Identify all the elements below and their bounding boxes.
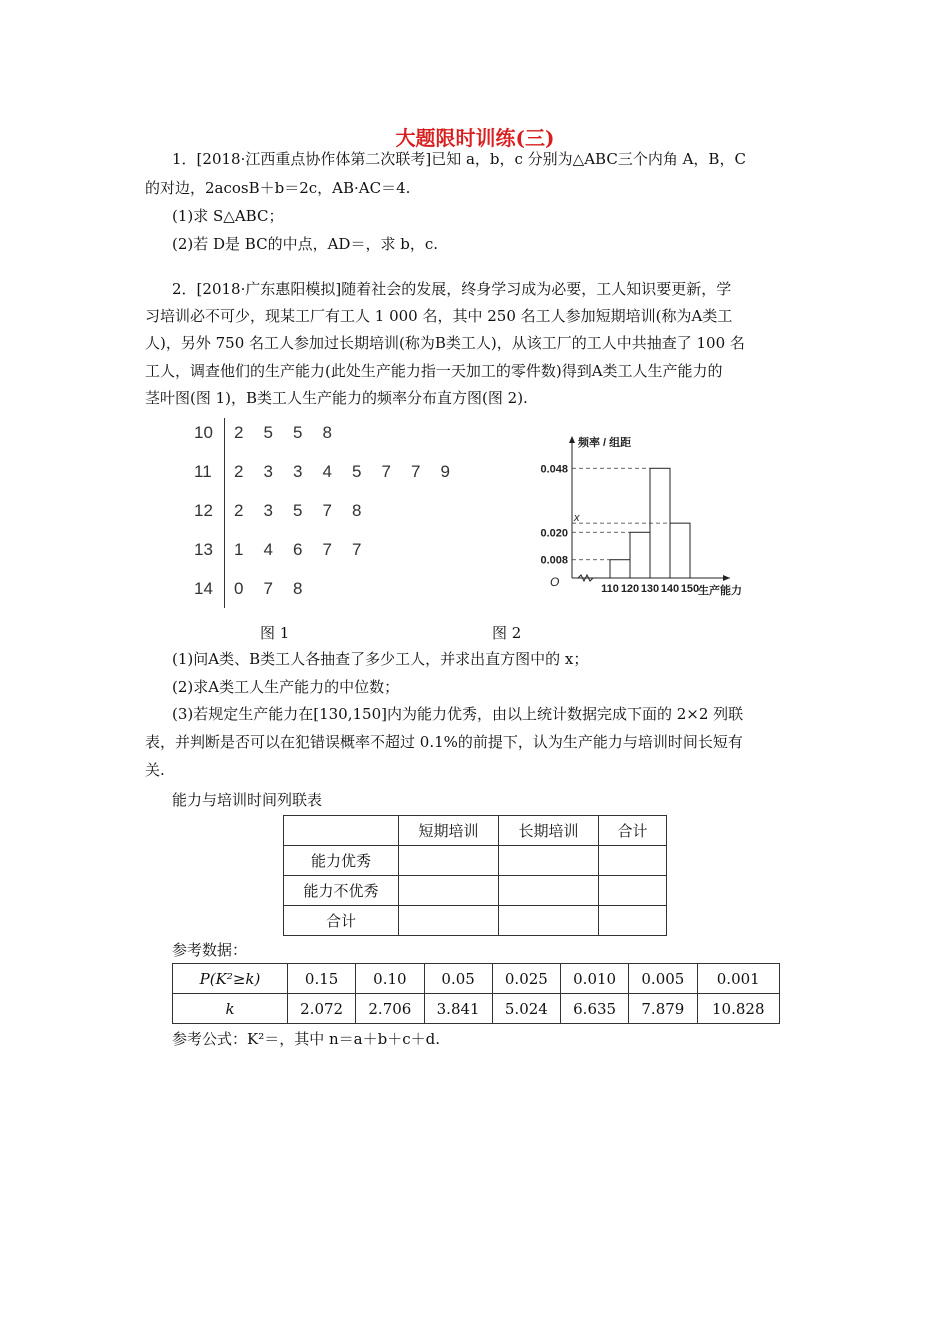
stem-value: 12 [194,501,213,520]
ref-probability-cell: 0.001 [697,964,780,994]
table-cell [599,906,667,936]
row-not-excellent: 能力不优秀 [284,876,399,906]
ref-k-cell: 3.841 [424,994,492,1024]
leaf-value: 5 [263,423,273,442]
leaf-value: 9 [440,462,450,481]
leaf-value: 7 [322,501,332,520]
q1-sub2: (2)若 D是 BC的中点，AD＝，求 b，c. [172,235,438,253]
histogram-bar [670,523,690,578]
ref-probability-cell: 0.025 [492,964,560,994]
leaf-value: 5 [293,423,303,442]
x-tick-label: 110 [601,583,619,595]
q2-line2: 习培训必不可少，现某工厂有工人 1 000 名，其中 250 名工人参加短期培训(称为A类工 [145,307,733,325]
ref-probability-cell: 0.10 [356,964,424,994]
contingency-table [283,815,667,936]
figure1-label: 图 1 [260,624,290,642]
x-tick-label: 120 [620,583,640,595]
histogram-bar [610,560,630,578]
table-cell [499,876,599,906]
leaf-value: 7 [411,462,421,481]
leaf-value: 3 [293,462,303,481]
leaf-value: 2 [234,462,244,481]
leaf-value: 4 [322,462,332,481]
y-tick-label: 0.020 [540,527,568,540]
ref-k-cell: 2.072 [288,994,356,1024]
header-short-training: 短期培训 [399,816,499,846]
y-axis-title: 频率 / 组距 [578,437,632,449]
leaf-value: 0 [234,579,244,598]
x-axis-title: 生产能力 [698,585,742,597]
table-cell [499,906,599,936]
leaf-value: 3 [263,501,273,520]
histogram-bar [630,532,650,578]
stem-value: 10 [194,423,213,442]
ref-k-cell: 10.828 [697,994,780,1024]
reference-table [172,963,780,1024]
q2-sub3-line1: (3)若规定生产能力在[130,150]内为能力优秀，由以上统计数据完成下面的 2×2 列联 [172,705,744,723]
ref-probability-cell: 0.15 [288,964,356,994]
leaf-value: 8 [322,423,332,442]
stem-divider [224,418,225,608]
q1-sub1: (1)求 S△ABC； [172,207,284,225]
leaf-value: 8 [293,579,303,598]
leaf-value: 3 [263,462,273,481]
leaf-value: 7 [263,579,273,598]
ref-probability-cell: 0.05 [424,964,492,994]
leaf-value: 4 [263,540,273,559]
y-tick-label: x [574,512,580,525]
ref-k-cell: 7.879 [629,994,697,1024]
ref-probability-cell: 0.010 [561,964,629,994]
leaf-value: 2 [234,423,244,442]
q2-sub1: (1)问A类、B类工人各抽查了多少工人，并求出直方图中的 x； [172,650,589,668]
q2-line5: 茎叶图(图 1)，B类工人生产能力的频率分布直方图(图 2). [145,389,528,407]
q2-sub2: (2)求A类工人生产能力的中位数； [172,678,400,696]
ref-probability-cell: 0.005 [629,964,697,994]
q1-line1: 1．[2018·江西重点协作体第二次联考]已知 a，b，c 分别为△ABC三个内角 A，B，C [172,150,746,168]
q2-sub3-line2: 表，并判断是否可以在犯错误概率不超过 0.1%的前提下，认为生产能力与培训时间长短有 [145,733,743,751]
leaf-value: 8 [352,501,362,520]
leaf-value: 5 [352,462,362,481]
x-tick-label: 130 [640,583,660,595]
table-cell [399,876,499,906]
table-cell [599,876,667,906]
ref-k-cell: 2.706 [356,994,424,1024]
table-cell [599,846,667,876]
x-tick-label: 140 [660,583,680,595]
q1-line2: 的对边，2acosB＋b＝2c，AB·AC＝4. [145,179,411,197]
x-axis-arrow [723,575,730,581]
y-tick-label: 0.048 [540,463,568,476]
histogram-chart [520,430,780,610]
ref-row2-head: k [173,994,288,1024]
stem-value: 13 [194,540,213,559]
leaf-value: 6 [293,540,303,559]
stem-value: 14 [194,579,213,598]
y-tick-label: 0.008 [540,554,568,567]
header-total: 合计 [599,816,667,846]
contingency-caption: 能力与培训时间列联表 [172,791,323,809]
ref-row1-head: P(K²≥k) [173,964,288,994]
y-axis-arrow [569,436,575,443]
q2-line3: 人)，另外 750 名工人参加过长期培训(称为B类工人)，从该工厂的工人中共抽查了 100 名 [145,334,745,352]
table-cell [499,846,599,876]
table-cell [399,906,499,936]
row-excellent: 能力优秀 [284,846,399,876]
q2-line1: 2．[2018·广东惠阳模拟]随着社会的发展，终身学习成为必要，工人知识要更新，学 [172,280,732,298]
x-tick-label: 150 [680,583,700,595]
ref-k-cell: 5.024 [492,994,560,1024]
reference-formula: 参考公式：K²＝，其中 n＝a＋b＋c＋d. [172,1030,440,1048]
leaf-value: 1 [234,540,244,559]
q2-line4: 工人，调查他们的生产能力(此处生产能力指一天加工的零件数)得到A类工人生产能力的 [145,362,723,380]
page-title: 大题限时训练(三) [395,126,555,150]
row-total: 合计 [284,906,399,936]
header-cell-empty [284,816,399,846]
leaf-value: 7 [381,462,391,481]
q2-sub3-line3: 关. [145,761,165,779]
stem-value: 11 [194,462,212,481]
origin-label: O [550,575,560,589]
ref-k-cell: 6.635 [561,994,629,1024]
leaf-value: 5 [293,501,303,520]
table-cell [399,846,499,876]
header-long-training: 长期培训 [499,816,599,846]
leaf-value: 2 [234,501,244,520]
reference-label: 参考数据： [172,941,248,959]
figure2-label: 图 2 [492,624,522,642]
leaf-value: 7 [322,540,332,559]
leaf-value: 7 [352,540,362,559]
